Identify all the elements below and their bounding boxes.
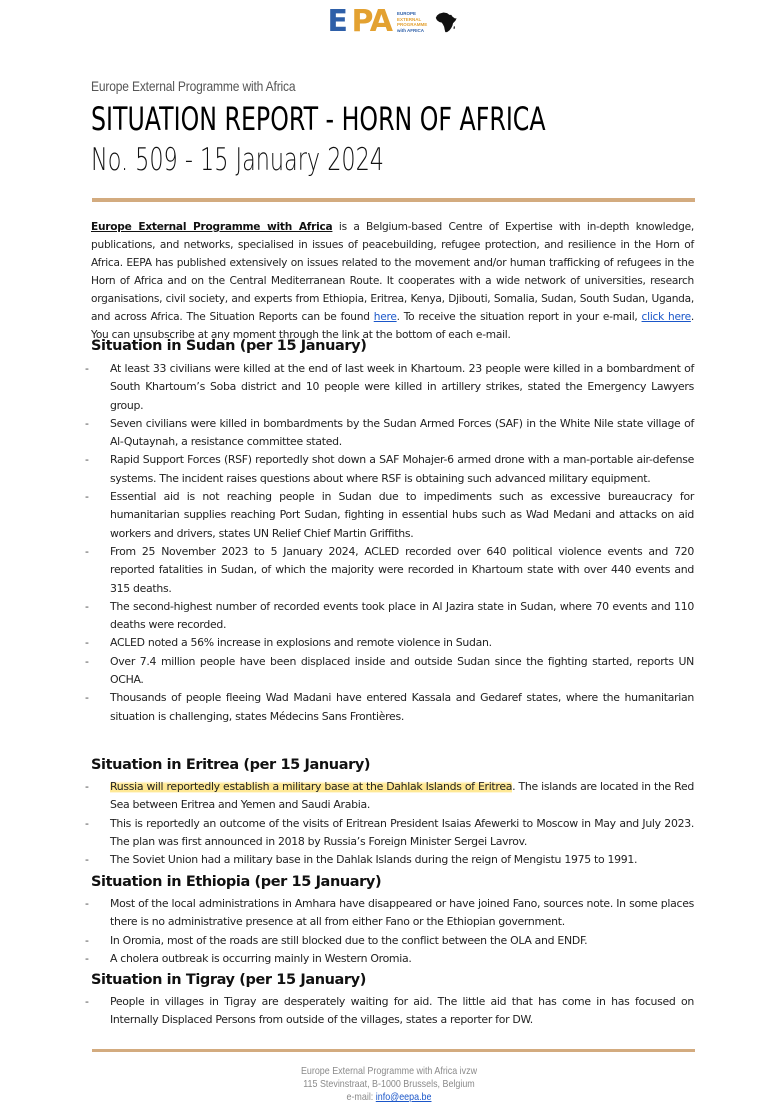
list-item: - This is reportedly an outcome of the visits of Eritrean President Isaias Afewerki to Moscow in May and July 2023. The plan was first announced in 2018 by Russia’s Foreign Minister Sergei Lavrov. xyxy=(85,815,694,852)
intro-paragraph: Europe External Programme with Africa is a Belgium-based Centre of Expertise with in-depth knowledge, publications, and networks, specialised in issues of peacebuilding, refugee protection, and resilience in the Horn of Africa. EEPA has published extensively on issues related to the movement and/or human trafficking of refugees in the Horn of Africa and on the Central Mediterranean Route. It cooperates with a wide network of universities, research organisations, civil society, and experts from Ethiopia, Eritrea, Kenya, Djibouti, Somalia, Sudan, South Sudan, Uganda, and across Africa. The Situation Reports can be found here. To receive the situation report in your e-mail, click here. You can unsubscribe at any moment through the link at the bottom of each e-mail. xyxy=(91,221,694,341)
logo-mark-e: Ǝ xyxy=(328,4,349,39)
eepa-logo xyxy=(328,4,458,40)
footer xyxy=(0,1065,778,1104)
list-item: - Over 7.4 million people have been displaced inside and outside Sudan since the fighting started, reports UN OCHA. xyxy=(85,653,694,690)
logo-mark-pa: PA xyxy=(351,4,392,39)
footer-divider xyxy=(92,1049,695,1052)
reports-here-link[interactable]: here xyxy=(373,311,397,323)
logo-wordmark: EUROPE EXTERNAL PROGRAMME with AFRICA xyxy=(396,11,428,33)
list-item: - In Oromia, most of the roads are still blocked due to the conflict between the OLA and ENDF. xyxy=(85,932,694,950)
email-link[interactable]: info@eepa.be xyxy=(375,1091,432,1103)
subscribe-click-here-link[interactable]: click here xyxy=(641,311,691,323)
org-name: Europe External Programme with Africa xyxy=(91,78,296,94)
sudan-bullets xyxy=(85,360,694,726)
list-item: - Rapid Support Forces (RSF) reportedly shot down a SAF Mohajer-6 armed drone with a man-portable air-defense systems. The incident raises questions about where RSF is obtaining such advanced military equipment. xyxy=(85,451,694,488)
list-item: - ACLED noted a 56% increase in explosions and remote violence in Sudan. xyxy=(85,634,694,652)
footer-org: Europe External Programme with Africa ivzw xyxy=(300,1065,478,1077)
list-item: - Most of the local administrations in Amhara have disappeared or have joined Fano, sources note. In some places there is no administrative presence at all from either Fano or the Ethiopian government. xyxy=(85,895,694,932)
section-heading-ethiopia: Situation in Ethiopia (per 15 January) xyxy=(91,874,382,890)
list-item: - Russia will reportedly establish a military base at the Dahlak Islands of Eritrea. The islands are located in the Red Sea between Eritrea and Yemen and Saudi Arabia. xyxy=(85,778,694,815)
section-heading-tigray: Situation in Tigray (per 15 January) xyxy=(91,972,366,988)
ethiopia-bullets xyxy=(85,895,694,968)
africa-map-icon xyxy=(434,5,458,39)
issue-number-date: No. 509 - 15 January 2024 xyxy=(91,142,385,178)
list-item: - People in villages in Tigray are desperately waiting for aid. The little aid that has come in has focused on Internally Displaced Persons from outside of the villages, states a reporter for DW. xyxy=(85,993,694,1030)
list-item: - At least 33 civilians were killed at the end of last week in Khartoum. 23 people were killed in a bombardment of South Khartoum’s Soba district and 10 people were killed in artillery strikes, stated the Emergency Lawyers group. xyxy=(85,360,694,415)
section-heading-eritrea: Situation in Eritrea (per 15 January) xyxy=(91,757,371,773)
list-item: - The Soviet Union had a military base in the Dahlak Islands during the reign of Mengistu 1975 to 1991. xyxy=(85,851,694,869)
list-item: - Essential aid is not reaching people in Sudan due to impediments such as excessive bureaucracy for humanitarian supplies reaching Port Sudan, fighting in essential hubs such as Wad Medani and attacks on aid workers and drivers, states UN Relief Chief Martin Griffiths. xyxy=(85,488,694,543)
list-item: - From 25 November 2023 to 5 January 2024, ACLED recorded over 640 political violence events and 720 reported fatalities in Sudan, of which the majority were recorded in Khartoum state with over 440 events and 315 deaths. xyxy=(85,543,694,598)
highlighted-text: Russia will reportedly establish a military base at the Dahlak Islands of Eritrea xyxy=(110,780,513,793)
footer-address: 115 Stevinstraat, B-1000 Brussels, Belgium xyxy=(303,1078,475,1090)
list-item: - Seven civilians were killed in bombardments by the Sudan Armed Forces (SAF) in the White Nile state village of Al-Qutaynah, a resistance committee stated. xyxy=(85,415,694,452)
tigray-bullets xyxy=(85,993,694,1030)
header-divider xyxy=(92,198,695,202)
org-name-link[interactable]: Europe External Programme with Africa xyxy=(91,221,333,233)
page-title: SITUATION REPORT - HORN OF AFRICA xyxy=(91,100,546,138)
list-item: - A cholera outbreak is occurring mainly in Western Oromia. xyxy=(85,950,694,968)
section-heading-sudan: Situation in Sudan (per 15 January) xyxy=(91,338,367,354)
eritrea-bullets xyxy=(85,778,694,869)
list-item: - The second-highest number of recorded events took place in Al Jazira state in Sudan, where 70 events and 110 deaths were recorded. xyxy=(85,598,694,635)
footer-email: e-mail: info@eepa.be xyxy=(346,1091,432,1103)
list-item: - Thousands of people fleeing Wad Madani have entered Kassala and Gedaref states, where the humanitarian situation is challenging, states Médecins Sans Frontières. xyxy=(85,689,694,726)
